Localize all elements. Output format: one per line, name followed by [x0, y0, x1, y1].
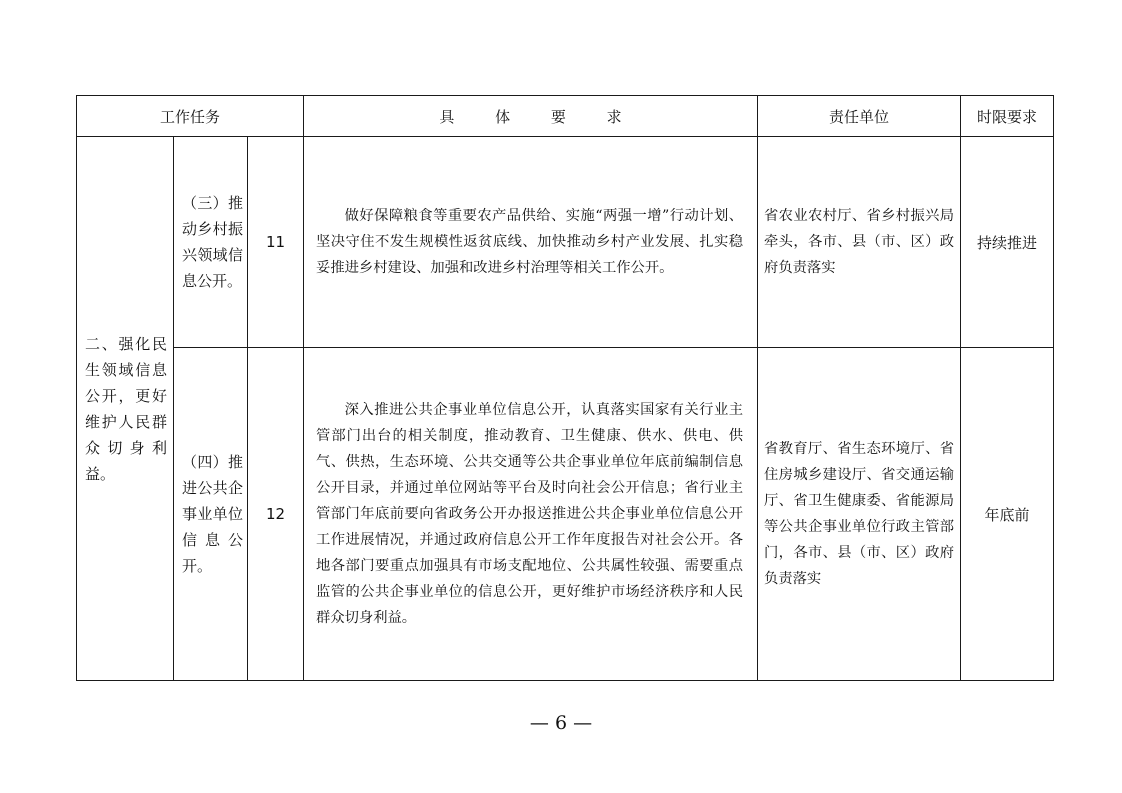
header-deadline: 时限要求	[961, 96, 1054, 137]
work-task-table	[76, 95, 1054, 681]
responsible-cell: 省农业农村厅、省乡村振兴局牵头，各市、县（市、区）政府负责落实	[758, 137, 961, 348]
page-number: — 6 —	[529, 712, 593, 734]
subtask-cell: （三）推动乡村振兴领域信息公开。	[174, 137, 248, 348]
item-number: 12	[248, 348, 304, 681]
deadline-cell: 年底前	[961, 348, 1054, 681]
table-row	[77, 137, 1054, 348]
header-requirements	[304, 96, 758, 137]
table-header-row	[77, 96, 1054, 137]
header-task: 工作任务	[77, 96, 304, 137]
group-task-title: 二、强化民生领域信息公开，更好维护人民群众切身利益。	[77, 137, 174, 681]
deadline-cell: 持续推进	[961, 137, 1054, 348]
subtask-cell: （四）推进公共企事业单位信息公开。	[174, 348, 248, 681]
item-number: 11	[248, 137, 304, 348]
requirement-cell: 深入推进公共企事业单位信息公开，认真落实国家有关行业主管部门出台的相关制度，推动教育、卫生健康、供水、供电、供气、供热，生态环境、公共交通等公共企事业单位年底前编制信息公开目录，并通过单位网站等平台及时向社会公开信息；省行业主管部门年底前要向省政务公开办报送推进公共企事业单位信息公开工作进展情况，并通过政府信息公开工作年度报告对社会公开。各地各部门要重点加强具有市场支配地位、公共属性较强、需要重点监管的公共企事业单位的信息公开，更好维护市场经济秩序和人民群众切身利益。	[304, 348, 758, 681]
requirement-cell: 做好保障粮食等重要农产品供给、实施“两强一增”行动计划、坚决守住不发生规模性返贫底线、加快推动乡村产业发展、扎实稳妥推进乡村建设、加强和改进乡村治理等相关工作公开。	[304, 137, 758, 348]
header-responsible: 责任单位	[758, 96, 961, 137]
header-requirements-label: 具 体 要 求	[439, 107, 640, 126]
table-row	[77, 348, 1054, 681]
responsible-cell: 省教育厅、省生态环境厅、省住房城乡建设厅、省交通运输厅、省卫生健康委、省能源局等公共企事业单位行政主管部门，各市、县（市、区）政府负责落实	[758, 348, 961, 681]
